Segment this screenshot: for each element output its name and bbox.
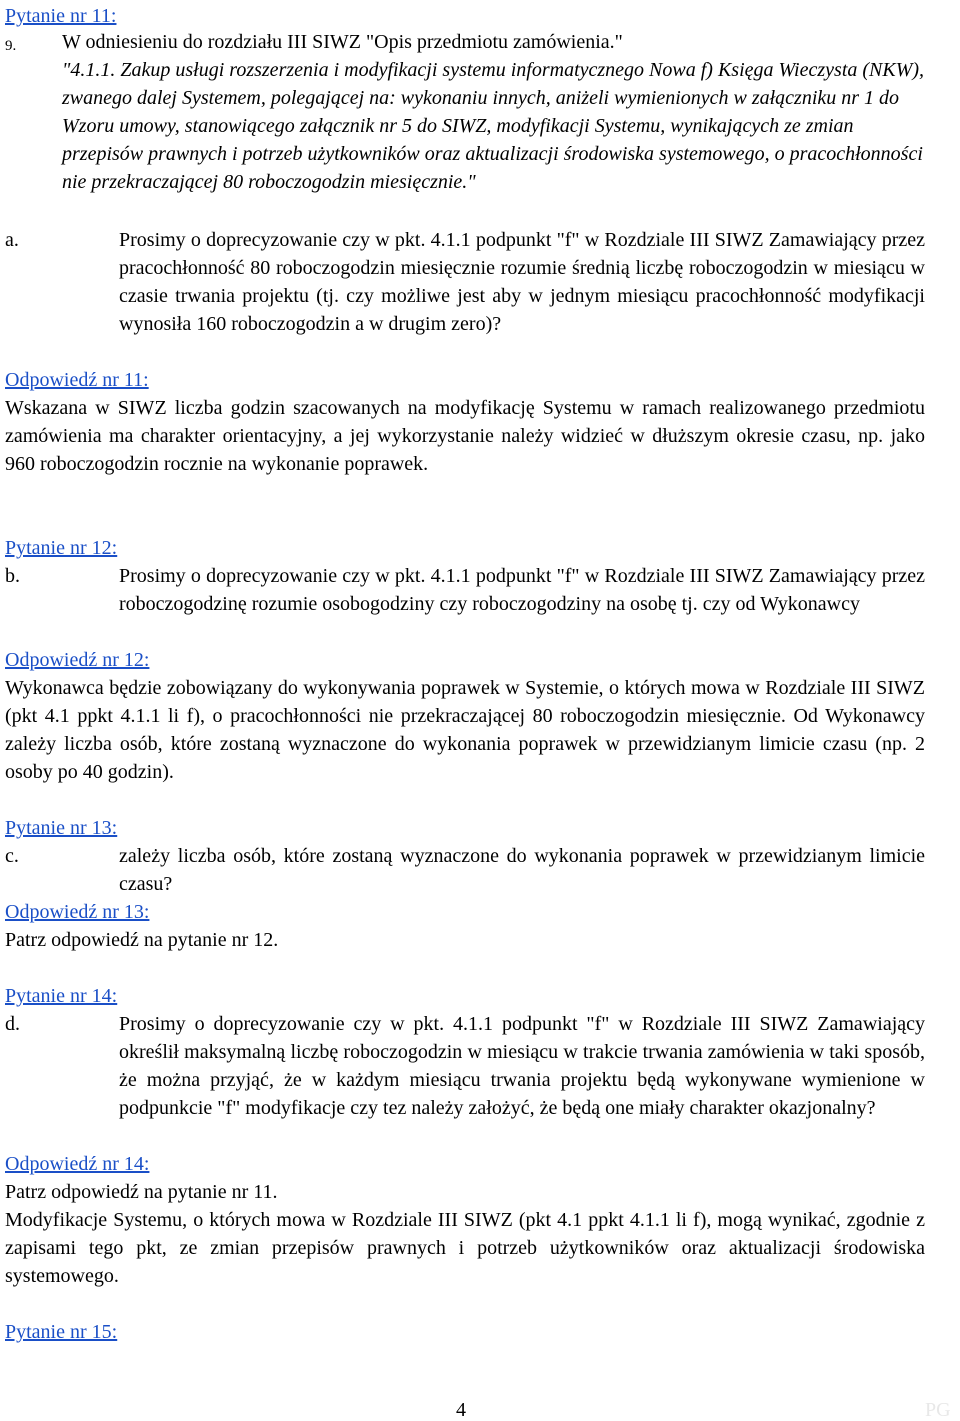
subitem-label: c. xyxy=(5,845,19,867)
question-12-heading: Pytanie nr 12: xyxy=(5,537,118,559)
subitem-label: b. xyxy=(5,565,20,587)
answer-12-text: Wykonawca będzie zobowiązany do wykonywania poprawek w Systemie, o których mowa w Rozdziale III SIWZ (pkt 4.1 ppkt 4.1.1 li f), o pracochłonności nie przekraczającej 80 roboczogodzin miesięcznie. Od Wykonawcy zależy liczba osób, które zostaną wyznaczone do wykonania poprawek w przewidzianym limicie czasu (np. 2 osoby po 40 godzin). xyxy=(5,677,925,783)
question-13-heading: Pytanie nr 13: xyxy=(5,817,118,839)
answer-14-text: Patrz odpowiedź na pytanie nr 11. xyxy=(5,1181,278,1203)
page-number: 4 xyxy=(456,1399,466,1421)
answer-13-text: Patrz odpowiedź na pytanie nr 12. xyxy=(5,929,279,951)
answer-11-heading: Odpowiedź nr 11: xyxy=(5,369,149,391)
subitem-label: d. xyxy=(5,1013,20,1035)
question-11-quote: "4.1.1. Zakup usługi rozszerzenia i modyfikacji systemu informatycznego Nowa f) Księga Wieczysta (NKW), zwanego dalej Systemem, polegającej na: wykonaniu innych, aniżeli wymienionych w załączniku nr 1 do Wzoru umowy, stanowiącego załącznik nr 5 do SIWZ, modyfikacji Systemu, wynikających ze zmian przepisów prawnych i potrzeb użytkowników oraz aktualizacji środowiska systemowego, o pracochłonności nie przekraczającej 80 roboczogodzin miesięcznie." xyxy=(62,59,925,193)
subitem-label: a. xyxy=(5,229,19,251)
subitem-text: Prosimy o doprecyzowanie czy w pkt. 4.1.1 podpunkt "f" w Rozdziale III SIWZ Zamawiający przez pracochłonność 80 roboczogodzin miesięcznie rozumie średnią liczbę roboczogodzin w miesiącu w czasie trwania projektu (tj. czy możliwe jest aby w jednym miesiącu pracochłonność modyfikacji wynosiła 160 roboczogodzin a w drugim zero)? xyxy=(119,229,925,335)
subitem-text: zależy liczba osób, które zostaną wyznaczone do wykonania poprawek w przewidzianym limicie czasu? xyxy=(119,845,925,895)
answer-12-heading: Odpowiedź nr 12: xyxy=(5,649,150,671)
question-11-heading: Pytanie nr 11: xyxy=(5,5,117,27)
answer-11-text: Wskazana w SIWZ liczba godzin szacowanych na modyfikację Systemu w ramach realizowanego przedmiotu zamówienia ma charakter orientacyjny, a jej wykorzystanie należy widzieć w dłuższym okresie czasu, np. jako 960 roboczogodzin rocznie na wykonanie poprawek. xyxy=(5,397,925,475)
answer-13-heading: Odpowiedź nr 13: xyxy=(5,901,150,923)
question-15-heading: Pytanie nr 15: xyxy=(5,1321,118,1343)
subitem-text: Prosimy o doprecyzowanie czy w pkt. 4.1.1 podpunkt "f" w Rozdziale III SIWZ Zamawiający określił maksymalną liczbę roboczogodzin w miesiącu w trakcie trwania zamówienia w taki sposób, że można przyjąć, że w każdym miesiącu trwania projektu będą wykonywane wymienione w podpunkcie "f" modyfikacje czy tez należy założyć, że będą one miały charakter okazjonalny? xyxy=(119,1013,925,1119)
watermark: PG xyxy=(925,1399,951,1421)
answer-14-heading: Odpowiedź nr 14: xyxy=(5,1153,150,1175)
subitem-text: Prosimy o doprecyzowanie czy w pkt. 4.1.1 podpunkt "f" w Rozdziale III SIWZ Zamawiający przez roboczogodzinę rozumie osobogodziny czy roboczogodziny na osobę tj. czy od Wykonawcy xyxy=(119,565,925,615)
question-11-intro: W odniesieniu do rozdziału III SIWZ "Opis przedmiotu zamówienia." xyxy=(62,31,623,53)
item-number: 9. xyxy=(5,38,17,54)
answer-14-extra-text: Modyfikacje Systemu, o których mowa w Rozdziale III SIWZ (pkt 4.1 ppkt 4.1.1 li f), mogą wynikać, zgodnie z zapisami tego pkt, ze zmian przepisów prawnych i potrzeb użytkowników oraz aktualizacji środowiska systemowego. xyxy=(5,1209,925,1287)
question-14-heading: Pytanie nr 14: xyxy=(5,985,118,1007)
